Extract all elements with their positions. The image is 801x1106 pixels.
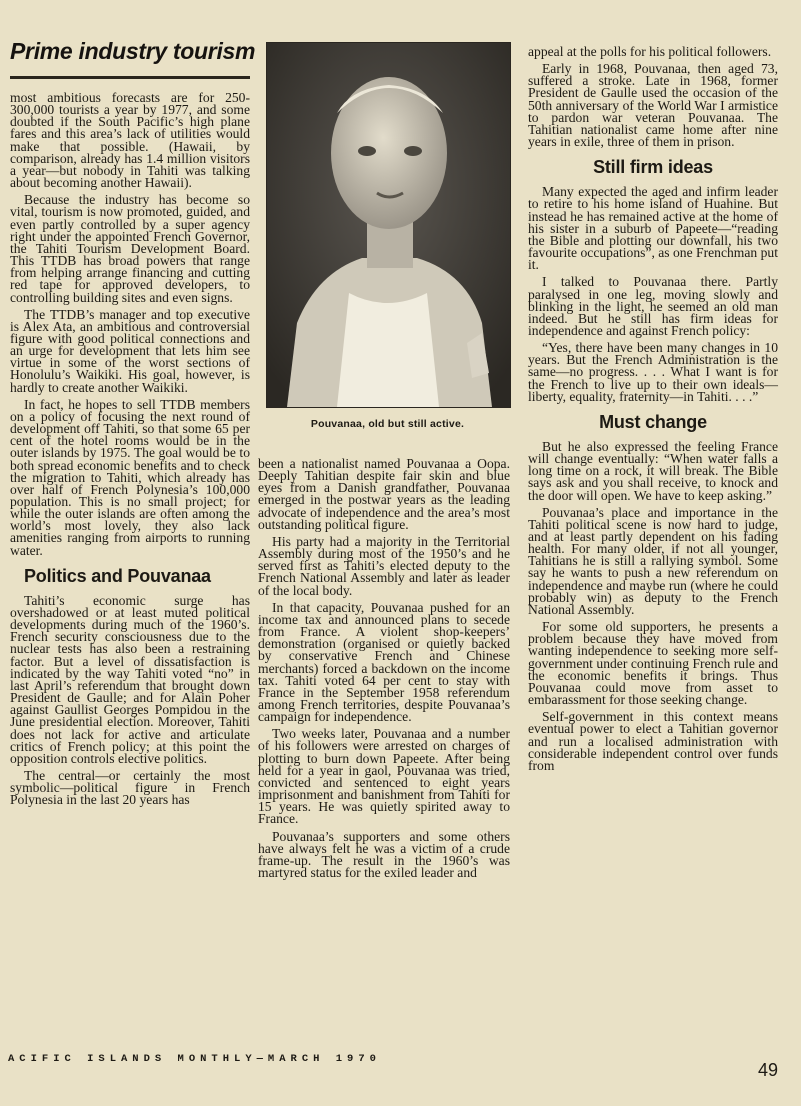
paragraph: Many expected the aged and infirm leader to retire to his home island of Huahine. But instead he has remained active at the home of his sister in a suburb of Papeete—“reading the Bible and plotting our downfall, his two favourite occupations”, as one Frenchman put it. xyxy=(528,184,778,273)
photo-caption: Pouvanaa, old but still active. xyxy=(310,418,465,430)
paragraph: appeal at the polls for his political followers. xyxy=(528,44,772,59)
article-title: Prime industry tourism xyxy=(10,38,256,64)
paragraph: “Yes, there have been many changes in 10 years. But the French Administration is the same—no progress. . . . What I want is for the French to live up to their own ideals—liberty, equality, fraternity—in Tahiti. . . .” xyxy=(528,340,778,404)
column-2 xyxy=(258,458,510,884)
paragraph: The central—or certainly the most symbolic—political figure in French Polynesia in the last 20 years has xyxy=(10,767,250,808)
page-number: 49 xyxy=(757,1060,778,1080)
pouvanaa-photo xyxy=(266,42,511,408)
paragraph: In that capacity, Pouvanaa pushed for an income tax and announced plans to secede from France. A violent shop-keepers’ demonstration (organised or quietly backed by conservative French and Chinese merchants) forced a backdown on the income tax. Tahiti voted 64 per cent to stay with France in the September 1958 referendum among French territories, despite Pouvanaa’s campaign for independence. xyxy=(258,599,510,725)
publication-footer: ACIFIC ISLANDS MONTHLY—MARCH 1970 xyxy=(8,1053,381,1065)
paragraph: Pouvanaa’s place and importance in the Tahiti political scene is now hard to judge, and at least partly dependent on his fading health. For many older, if not all younger, Tahitians he is still a rallying symbol. Some say he wants to push a new referendum on independence and maybe run (where he could probably win) as deputy to the French National Assembly. xyxy=(528,504,778,617)
paragraph: I talked to Pouvanaa there. Partly paralysed in one leg, moving slowly and blinking in the light, he seemed an old man indeed. But he still has firm ideas for independence and against French policy: xyxy=(528,274,778,338)
paragraph: For some old supporters, he presents a problem because they have moved from wanting independence to seeking more self-government under continuing French rule and the economic benefits it brings. Thus Pouvanaa could move from asset to embarassment for those seeking change. xyxy=(528,619,778,708)
column-3 xyxy=(528,46,778,777)
paragraph: Because the industry has become so vital, tourism is now promoted, guided, and even partly controlled by a super agency right under the appointed French Governor, the Tahiti Tourism Development Board. This TTDB has broad powers that range from helping arrange financing and cutting red tape for approved developers, to controlling building sites and even signs. xyxy=(10,192,250,305)
paragraph: Tahiti’s economic surge has overshadowed or at least muted political developments during much of the 1960’s. French security consciousness due to the nuclear tests has also been a restraining factor. But a level of dissatisfaction is indicated by the way Tahiti voted “no” in last April’s referendum that brought down President de Gaulle; and for Alain Poher against Gaullist Georges Pompidou in the June presidential election. Moreover, Tahiti does not lack for active and articulate critics of French policy; at this point the opposition controls elective politics. xyxy=(10,592,250,766)
paragraph: most ambitious forecasts are for 250-300,000 tourists a year by 1977, and some doubted if the South Pacific’s high plane fares and this area’s lack of utilities would make that possible. (Hawaii, by comparison, already has 1.4 million visitors a year—but nobody in Tahiti was talking about becoming another Hawaii). xyxy=(10,90,250,191)
title-underline xyxy=(10,76,250,79)
paragraph: Two weeks later, Pouvanaa and a number of his followers were arrested on charges of plotting to burn down Papeete. After being held for a year in gaol, Pouvanaa was tried, convicted and sentenced to eight years imprisonment and banishment from Tahiti for 15 years. He was quietly spirited away to France. xyxy=(258,726,510,827)
portrait-photo-icon xyxy=(267,43,510,407)
paragraph: But he also expressed the feeling France will change eventually: “When water falls a long time on a rock, it will break. The Bible says ask and you shall receive, to knock and the door will open. We have to keep asking.” xyxy=(528,438,778,503)
section-heading-politics: Politics and Pouvanaa xyxy=(24,565,211,586)
paragraph: The TTDB’s manager and top executive is Alex Ata, an ambitious and controversial figure with good political connections and an urge for development that lets him see virtue in some of the worst sections of Honolulu’s Waikiki. His goal, however, is hardly to create another Waikiki. xyxy=(10,306,250,395)
paragraph: been a nationalist named Pouvanaa a Oopa. Deeply Tahitian despite fair skin and blue eyes from a Danish grandfather, Pouvanaa emerged in the postwar years as the leading advocate of independence and the area’s most outstanding political figure. xyxy=(258,456,510,532)
section-heading-must-change: Must change xyxy=(599,411,707,432)
column-1 xyxy=(10,92,250,811)
section-heading-firm-ideas: Still firm ideas xyxy=(593,157,713,178)
paragraph: Pouvanaa’s supporters and some others have always felt he was a victim of a crude frame-up. The result in the 1960’s was martyred status for the exiled leader and xyxy=(258,828,510,880)
paragraph: His party had a majority in the Territorial Assembly during most of the 1950’s and he served first as Tahiti’s elected deputy to the French National Assembly and later as leader of the local body. xyxy=(258,533,510,598)
paragraph: In fact, he hopes to sell TTDB members on a policy of focusing the next round of development off Tahiti, so that some 65 per cent of the hotel rooms would be in the outer islands by 1975. The goal would be to both spread economic benefits and to check the migration to Tahiti, which already has over half of French Polynesia’s 100,000 population. This is no small project; for while the outer islands are often among the world’s most lovely, they also lack amenities ranging from airports to running water. xyxy=(10,396,250,558)
paragraph: Early in 1968, Pouvanaa, then aged 73, suffered a stroke. Late in 1968, former President de Gaulle used the occasion of the 50th anniversary of the World War I armistice to pardon war veteran Pouvanaa. The Tahitian nationalist came home after nine years in exile, three of them in prison. xyxy=(528,61,778,150)
paragraph: Self-government in this context means eventual power to elect a Tahitian governor and run a localised administration with considerable independent control over funds from xyxy=(528,709,778,773)
